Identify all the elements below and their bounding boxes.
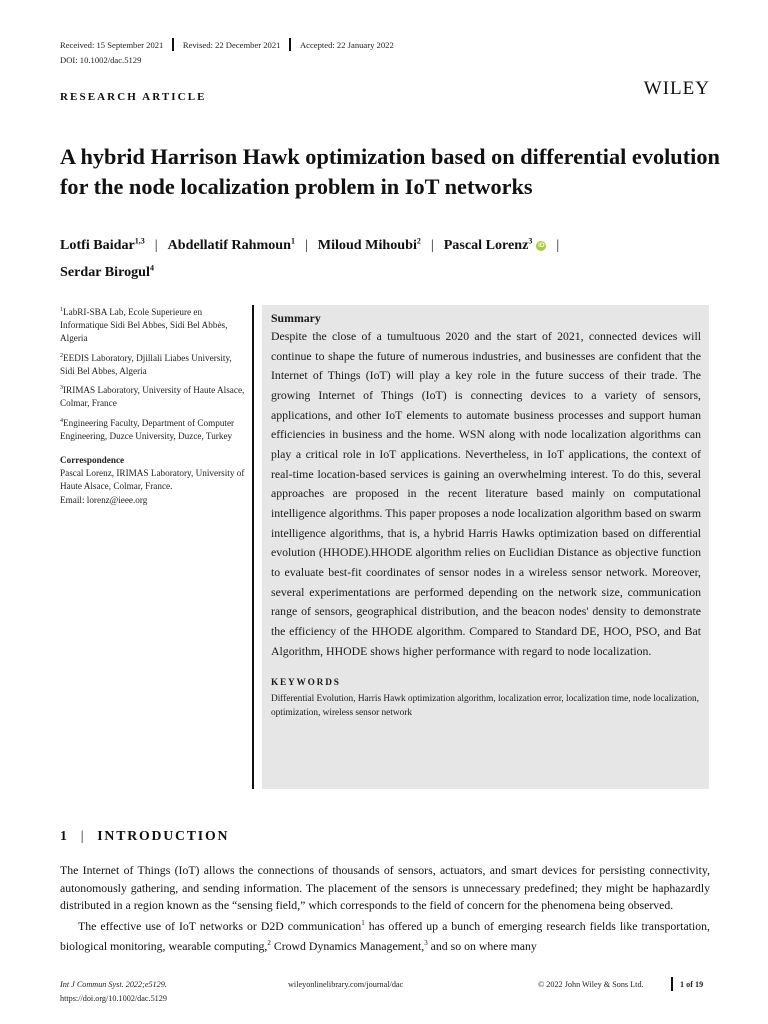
author[interactable]: Abdellatif Rahmoun$^1$ — [167, 236, 295, 253]
doi[interactable]: DOI: 10.1002/dac.5129 — [60, 55, 142, 65]
affiliations — [60, 304, 248, 507]
page-number: 1 of 19 — [680, 980, 704, 989]
author[interactable]: Lotfi Baidar$^{1,3}$ — [60, 236, 145, 253]
section-title: INTRODUCTION — [97, 828, 230, 843]
author[interactable]: Miloud Mihoubi$^2$ — [317, 236, 421, 253]
summary-text: Despite the close of a tumultuous 2020 and the start of 2021, connected devices will continue to shape the future of numerous industries, and businesses are confident that the Internet of Things (IoT) will play a key role in the future success of their trade. The growing Internet of Things (IoT) is connecting devices to a variety of sensors, applications, and other IoT elements to automate business processes and support human efficiencies in business and the home. WSN along with node localization algorithms can play a critical role in IoT applications. Nevertheless, in IoT applications, the context of real-time location-based services is gaining an overwhelming interest. To do this, several approaches are proposed in the recent literature based mainly on computational intelligence algorithms. This paper proposes a node localization algorithm based on swarm intelligence algorithms, that is, a hybrid Harris Hawks optimization based on differential evolution (HHODE).HHODE algorithm relies on Euclidian Distance as objective function to evaluate best-fit coordinates of sensor nodes in a wireless sensor network. Moreover, several experimentations are performed depending on the network size, communication range of sensors, geographical distribution, and the beacon nodes' density to demonstrate the efficiency of the HHODE algorithm. Compared to Standard DE, HOO, PSO, and Bat Algorithm, HHODE shows higher performance with regard to node localization. — [271, 329, 701, 658]
affiliation: $^3$IRIMAS Laboratory, University of Haute Alsace, Colmar, France — [60, 385, 245, 409]
correspondence-heading: Correspondence — [60, 455, 125, 466]
section-heading: 1 | INTRODUCTION — [60, 828, 230, 843]
orcid-icon[interactable]: iD — [538, 241, 545, 249]
affiliation: $^1$LabRI-SBA Lab, Ecole Superieure en Informatique Sidi Bel Abbes, Sidi Bel Abbès, Algeria — [60, 307, 228, 344]
publisher-logo[interactable]: WILEY — [643, 78, 710, 99]
history-bar — [60, 38, 394, 51]
correspondence-email[interactable]: Email: lorenz@ieee.org — [60, 494, 148, 505]
citation-ref[interactable]: 2 — [267, 938, 271, 947]
footer-doi-link[interactable]: https://doi.org/10.1002/dac.5129 — [60, 994, 167, 1003]
keywords-text: Differential Evolution, Harris Hawk optimization algorithm, localization error, localization time, node localization, optimization, wireless sensor network — [271, 694, 700, 719]
correspondence-text: Pascal Lorenz, IRIMAS Laboratory, University of Haute Alsace, Colmar, France. — [60, 468, 245, 492]
journal-citation: Int J Commun Syst. 2022;e5129. — [60, 980, 167, 989]
divider — [671, 977, 673, 991]
body-text — [60, 862, 710, 955]
keywords-heading: KEYWORDS — [271, 678, 341, 689]
received-date: Received: 15 September 2021 — [60, 39, 164, 50]
citation-ref[interactable]: 1 — [361, 918, 365, 927]
journal-site-link[interactable]: wileyonlinelibrary.com/journal/dac — [288, 980, 404, 989]
paragraph: The Internet of Things (IoT) allows the connections of thousands of sensors, actuators, and smart devices for persisting connectivity, autonomously gathering, and sending information. The placement of the sensors is unnecessary predefined; they might be haphazardly distributed in a region known as the “sensing field,” which corresponds to the field of concern for the phenomena being observed. — [60, 863, 710, 912]
divider — [172, 38, 174, 51]
copyright: © 2022 John Wiley & Sons Ltd. — [538, 980, 644, 989]
accepted-date: Accepted: 22 January 2022 — [299, 39, 394, 50]
divider — [289, 38, 291, 51]
summary-heading: Summary — [271, 311, 321, 325]
section-number: 1 — [60, 828, 69, 843]
abstract-rule — [252, 305, 254, 789]
author[interactable]: Pascal Lorenz$^3$ — [443, 236, 533, 253]
article-title: A hybrid Harrison Hawk optimization based on differential evolution for the node localization problem in IoT networks — [60, 144, 720, 199]
affiliation: $^2$EEDIS Laboratory, Djillali Liabes University, Sidi Bel Abbes, Algeria — [60, 352, 232, 376]
author[interactable]: Serdar Birogul$^4$ — [60, 263, 154, 281]
article-type: RESEARCH ARTICLE — [60, 91, 207, 103]
citation-ref[interactable]: 3 — [424, 938, 428, 947]
author-list: Lotfi Baidar$^{1,3}$ | Abdellatif Rahmoun$^1$ | Miloud Mihoubi$^2$ | Pascal Lorenz$^3$iD | Serdar Birogul$^4$ — [60, 236, 560, 281]
paragraph: The effective use of IoT networks or D2D communication$^1$ has offered up a bunch of emerging research fields like transportation, biological monitoring, wearable computing,$^2$ Crowd Dynamics Management,$^3$ and so on where many — [60, 918, 710, 953]
abstract-box — [262, 305, 709, 789]
affiliation: $^4$Engineering Faculty, Department of Computer Engineering, Duzce University, Duzce, Turkey — [60, 417, 235, 441]
revised-date: Revised: 22 December 2021 — [182, 39, 281, 50]
